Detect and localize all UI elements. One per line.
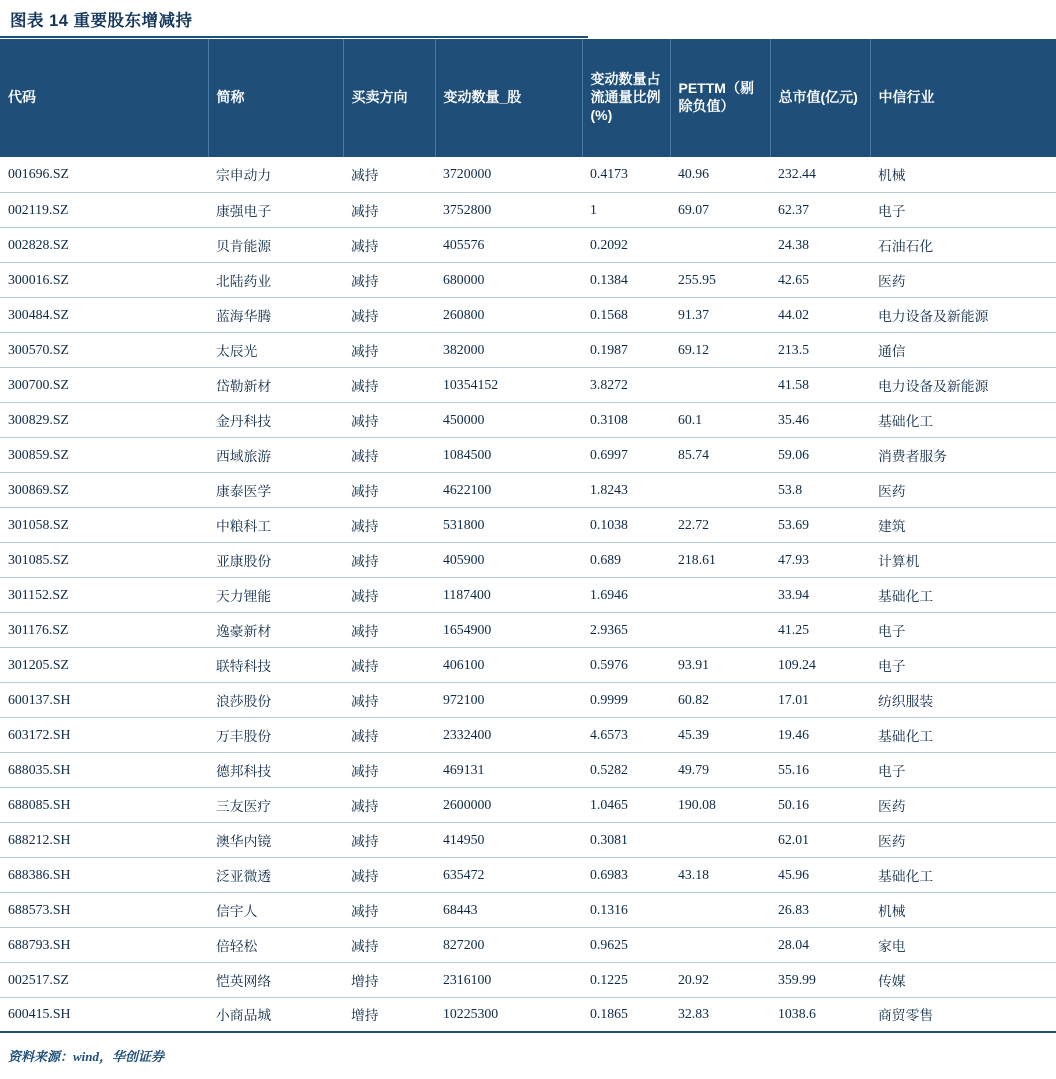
cell-pettm: 69.07	[670, 192, 770, 227]
cell-citic-industry: 纺织服装	[870, 682, 1056, 717]
table-row	[0, 262, 1056, 297]
cell-pettm: 40.96	[670, 157, 770, 192]
cell-short-name: 天力锂能	[208, 577, 343, 612]
cell-code: 300859.SZ	[0, 437, 208, 472]
cell-citic-industry: 家电	[870, 927, 1056, 962]
cell-pettm	[670, 822, 770, 857]
cell-direction: 减持	[343, 262, 435, 297]
cell-short-name: 泛亚微透	[208, 857, 343, 892]
cell-direction: 减持	[343, 367, 435, 402]
table-row	[0, 542, 1056, 577]
column-header-code: 代码	[0, 39, 208, 157]
shareholder-change-table	[0, 39, 1056, 1033]
cell-direction: 减持	[343, 542, 435, 577]
cell-direction: 减持	[343, 647, 435, 682]
cell-market-cap: 35.46	[770, 402, 870, 437]
cell-short-name: 浪莎股份	[208, 682, 343, 717]
cell-market-cap: 50.16	[770, 787, 870, 822]
column-header-market-cap: 总市值(亿元)	[770, 39, 870, 157]
cell-change-ratio: 1	[582, 192, 670, 227]
cell-pettm: 32.83	[670, 997, 770, 1032]
cell-citic-industry: 消费者服务	[870, 437, 1056, 472]
cell-market-cap: 53.8	[770, 472, 870, 507]
table-row	[0, 367, 1056, 402]
table-header	[0, 39, 1056, 157]
cell-market-cap: 62.37	[770, 192, 870, 227]
cell-pettm: 93.91	[670, 647, 770, 682]
cell-code: 002828.SZ	[0, 227, 208, 262]
cell-change-shares: 405576	[435, 227, 582, 262]
cell-change-ratio: 0.9625	[582, 927, 670, 962]
table-row	[0, 297, 1056, 332]
cell-code: 300829.SZ	[0, 402, 208, 437]
cell-direction: 减持	[343, 402, 435, 437]
cell-market-cap: 44.02	[770, 297, 870, 332]
cell-market-cap: 41.58	[770, 367, 870, 402]
cell-change-shares: 2600000	[435, 787, 582, 822]
cell-market-cap: 53.69	[770, 507, 870, 542]
cell-market-cap: 24.38	[770, 227, 870, 262]
table-row	[0, 962, 1056, 997]
cell-direction: 减持	[343, 577, 435, 612]
cell-change-shares: 531800	[435, 507, 582, 542]
cell-market-cap: 33.94	[770, 577, 870, 612]
cell-direction: 减持	[343, 507, 435, 542]
cell-market-cap: 28.04	[770, 927, 870, 962]
cell-change-shares: 414950	[435, 822, 582, 857]
cell-change-shares: 450000	[435, 402, 582, 437]
cell-change-ratio: 4.6573	[582, 717, 670, 752]
cell-change-shares: 469131	[435, 752, 582, 787]
cell-direction: 减持	[343, 612, 435, 647]
cell-code: 301058.SZ	[0, 507, 208, 542]
table-row	[0, 997, 1056, 1032]
cell-code: 301176.SZ	[0, 612, 208, 647]
cell-citic-industry: 电力设备及新能源	[870, 367, 1056, 402]
cell-citic-industry: 电力设备及新能源	[870, 297, 1056, 332]
cell-market-cap: 26.83	[770, 892, 870, 927]
header-row	[0, 39, 1056, 157]
cell-change-ratio: 0.1568	[582, 297, 670, 332]
cell-pettm	[670, 892, 770, 927]
cell-direction: 增持	[343, 962, 435, 997]
cell-citic-industry: 电子	[870, 647, 1056, 682]
cell-short-name: 岱勒新材	[208, 367, 343, 402]
cell-change-shares: 4622100	[435, 472, 582, 507]
cell-short-name: 北陆药业	[208, 262, 343, 297]
cell-direction: 减持	[343, 192, 435, 227]
cell-market-cap: 41.25	[770, 612, 870, 647]
cell-short-name: 亚康股份	[208, 542, 343, 577]
cell-market-cap: 45.96	[770, 857, 870, 892]
column-header-change-ratio: 变动数量占流通量比例(%)	[582, 39, 670, 157]
cell-change-shares: 972100	[435, 682, 582, 717]
cell-short-name: 德邦科技	[208, 752, 343, 787]
cell-change-shares: 405900	[435, 542, 582, 577]
cell-market-cap: 55.16	[770, 752, 870, 787]
page-title: 图表 14 重要股东增减持	[10, 11, 193, 30]
cell-pettm: 49.79	[670, 752, 770, 787]
cell-change-shares: 68443	[435, 892, 582, 927]
cell-direction: 增持	[343, 997, 435, 1032]
cell-change-ratio: 0.1038	[582, 507, 670, 542]
cell-direction: 减持	[343, 682, 435, 717]
table-row	[0, 157, 1056, 192]
cell-short-name: 小商品城	[208, 997, 343, 1032]
cell-short-name: 贝肯能源	[208, 227, 343, 262]
table-row	[0, 227, 1056, 262]
cell-direction: 减持	[343, 227, 435, 262]
cell-market-cap: 59.06	[770, 437, 870, 472]
cell-citic-industry: 医药	[870, 262, 1056, 297]
cell-short-name: 逸豪新材	[208, 612, 343, 647]
cell-short-name: 康强电子	[208, 192, 343, 227]
cell-citic-industry: 医药	[870, 822, 1056, 857]
column-header-change-shares: 变动数量_股	[435, 39, 582, 157]
cell-change-ratio: 0.689	[582, 542, 670, 577]
cell-code: 603172.SH	[0, 717, 208, 752]
cell-change-ratio: 0.2092	[582, 227, 670, 262]
cell-citic-industry: 医药	[870, 787, 1056, 822]
cell-pettm: 60.82	[670, 682, 770, 717]
cell-pettm: 190.08	[670, 787, 770, 822]
cell-change-ratio: 0.1384	[582, 262, 670, 297]
cell-direction: 减持	[343, 437, 435, 472]
table-row	[0, 857, 1056, 892]
table-row	[0, 647, 1056, 682]
cell-direction: 减持	[343, 822, 435, 857]
cell-change-ratio: 0.1316	[582, 892, 670, 927]
table-row	[0, 472, 1056, 507]
column-header-direction: 买卖方向	[343, 39, 435, 157]
cell-change-shares: 260800	[435, 297, 582, 332]
cell-market-cap: 62.01	[770, 822, 870, 857]
column-header-pettm: PETTM（剔除负值）	[670, 39, 770, 157]
cell-citic-industry: 电子	[870, 192, 1056, 227]
cell-code: 300016.SZ	[0, 262, 208, 297]
cell-direction: 减持	[343, 332, 435, 367]
cell-pettm	[670, 472, 770, 507]
cell-change-shares: 635472	[435, 857, 582, 892]
cell-change-ratio: 0.6983	[582, 857, 670, 892]
cell-direction: 减持	[343, 787, 435, 822]
cell-change-shares: 2316100	[435, 962, 582, 997]
table-row	[0, 717, 1056, 752]
cell-citic-industry: 石油石化	[870, 227, 1056, 262]
cell-code: 001696.SZ	[0, 157, 208, 192]
cell-change-shares: 680000	[435, 262, 582, 297]
cell-short-name: 太辰光	[208, 332, 343, 367]
cell-citic-industry: 建筑	[870, 507, 1056, 542]
cell-market-cap: 109.24	[770, 647, 870, 682]
cell-change-ratio: 0.3081	[582, 822, 670, 857]
cell-code: 002119.SZ	[0, 192, 208, 227]
table-row	[0, 332, 1056, 367]
table-row	[0, 437, 1056, 472]
cell-short-name: 联特科技	[208, 647, 343, 682]
cell-citic-industry: 通信	[870, 332, 1056, 367]
table-row	[0, 507, 1056, 542]
cell-code: 688573.SH	[0, 892, 208, 927]
cell-pettm: 22.72	[670, 507, 770, 542]
table-row	[0, 787, 1056, 822]
cell-short-name: 蓝海华腾	[208, 297, 343, 332]
cell-change-ratio: 0.1225	[582, 962, 670, 997]
cell-code: 300700.SZ	[0, 367, 208, 402]
cell-pettm	[670, 927, 770, 962]
cell-code: 301152.SZ	[0, 577, 208, 612]
cell-change-shares: 1084500	[435, 437, 582, 472]
cell-direction: 减持	[343, 717, 435, 752]
cell-change-ratio: 0.5282	[582, 752, 670, 787]
cell-short-name: 万丰股份	[208, 717, 343, 752]
cell-change-shares: 2332400	[435, 717, 582, 752]
cell-change-shares: 10354152	[435, 367, 582, 402]
cell-change-shares: 1654900	[435, 612, 582, 647]
cell-pettm	[670, 612, 770, 647]
cell-change-ratio: 0.5976	[582, 647, 670, 682]
cell-change-ratio: 0.1987	[582, 332, 670, 367]
cell-code: 688085.SH	[0, 787, 208, 822]
source-note: 资料来源：wind，华创证券	[8, 1049, 165, 1064]
cell-change-ratio: 2.9365	[582, 612, 670, 647]
cell-citic-industry: 医药	[870, 472, 1056, 507]
cell-change-ratio: 0.9999	[582, 682, 670, 717]
cell-short-name: 西域旅游	[208, 437, 343, 472]
cell-code: 600137.SH	[0, 682, 208, 717]
cell-pettm	[670, 367, 770, 402]
cell-market-cap: 213.5	[770, 332, 870, 367]
cell-code: 300484.SZ	[0, 297, 208, 332]
cell-pettm	[670, 577, 770, 612]
cell-change-ratio: 0.3108	[582, 402, 670, 437]
cell-market-cap: 19.46	[770, 717, 870, 752]
table-row	[0, 927, 1056, 962]
cell-change-shares: 827200	[435, 927, 582, 962]
table-row	[0, 752, 1056, 787]
cell-pettm: 60.1	[670, 402, 770, 437]
cell-direction: 减持	[343, 927, 435, 962]
cell-change-ratio: 0.6997	[582, 437, 670, 472]
cell-short-name: 金丹科技	[208, 402, 343, 437]
cell-short-name: 恺英网络	[208, 962, 343, 997]
cell-code: 600415.SH	[0, 997, 208, 1032]
cell-short-name: 康泰医学	[208, 472, 343, 507]
cell-pettm: 85.74	[670, 437, 770, 472]
cell-code: 688035.SH	[0, 752, 208, 787]
cell-citic-industry: 基础化工	[870, 577, 1056, 612]
cell-change-shares: 382000	[435, 332, 582, 367]
cell-citic-industry: 机械	[870, 157, 1056, 192]
cell-pettm: 43.18	[670, 857, 770, 892]
table-row	[0, 822, 1056, 857]
cell-pettm: 255.95	[670, 262, 770, 297]
cell-code: 688793.SH	[0, 927, 208, 962]
cell-change-ratio: 1.8243	[582, 472, 670, 507]
cell-short-name: 澳华内镜	[208, 822, 343, 857]
cell-code: 002517.SZ	[0, 962, 208, 997]
cell-market-cap: 232.44	[770, 157, 870, 192]
cell-change-ratio: 0.1865	[582, 997, 670, 1032]
table-row	[0, 682, 1056, 717]
cell-citic-industry: 电子	[870, 612, 1056, 647]
cell-citic-industry: 商贸零售	[870, 997, 1056, 1032]
cell-citic-industry: 计算机	[870, 542, 1056, 577]
cell-code: 688212.SH	[0, 822, 208, 857]
cell-pettm: 91.37	[670, 297, 770, 332]
cell-pettm: 218.61	[670, 542, 770, 577]
cell-citic-industry: 基础化工	[870, 717, 1056, 752]
cell-direction: 减持	[343, 892, 435, 927]
cell-change-shares: 1187400	[435, 577, 582, 612]
cell-code: 688386.SH	[0, 857, 208, 892]
cell-direction: 减持	[343, 472, 435, 507]
exhibit-title-bar	[0, 0, 588, 37]
cell-change-ratio: 3.8272	[582, 367, 670, 402]
cell-code: 301085.SZ	[0, 542, 208, 577]
cell-market-cap: 1038.6	[770, 997, 870, 1032]
cell-market-cap: 359.99	[770, 962, 870, 997]
cell-code: 300869.SZ	[0, 472, 208, 507]
column-header-citic-industry: 中信行业	[870, 39, 1056, 157]
cell-market-cap: 17.01	[770, 682, 870, 717]
table-row	[0, 577, 1056, 612]
cell-change-shares: 3720000	[435, 157, 582, 192]
cell-change-shares: 10225300	[435, 997, 582, 1032]
table-row	[0, 892, 1056, 927]
cell-code: 300570.SZ	[0, 332, 208, 367]
cell-short-name: 中粮科工	[208, 507, 343, 542]
cell-short-name: 三友医疗	[208, 787, 343, 822]
cell-short-name: 倍轻松	[208, 927, 343, 962]
cell-pettm: 69.12	[670, 332, 770, 367]
cell-short-name: 信宇人	[208, 892, 343, 927]
cell-change-shares: 3752800	[435, 192, 582, 227]
cell-citic-industry: 基础化工	[870, 402, 1056, 437]
cell-direction: 减持	[343, 157, 435, 192]
cell-change-ratio: 1.0465	[582, 787, 670, 822]
column-header-short-name: 简称	[208, 39, 343, 157]
cell-pettm: 20.92	[670, 962, 770, 997]
cell-direction: 减持	[343, 752, 435, 787]
table-row	[0, 402, 1056, 437]
cell-direction: 减持	[343, 857, 435, 892]
table-body	[0, 157, 1056, 1032]
cell-change-ratio: 1.6946	[582, 577, 670, 612]
table-row	[0, 192, 1056, 227]
cell-change-ratio: 0.4173	[582, 157, 670, 192]
cell-pettm	[670, 227, 770, 262]
cell-market-cap: 47.93	[770, 542, 870, 577]
cell-change-shares: 406100	[435, 647, 582, 682]
cell-citic-industry: 传媒	[870, 962, 1056, 997]
cell-market-cap: 42.65	[770, 262, 870, 297]
cell-pettm: 45.39	[670, 717, 770, 752]
cell-citic-industry: 电子	[870, 752, 1056, 787]
table-row	[0, 612, 1056, 647]
cell-code: 301205.SZ	[0, 647, 208, 682]
cell-citic-industry: 基础化工	[870, 857, 1056, 892]
cell-direction: 减持	[343, 297, 435, 332]
cell-citic-industry: 机械	[870, 892, 1056, 927]
title-divider	[0, 36, 588, 38]
cell-short-name: 宗申动力	[208, 157, 343, 192]
